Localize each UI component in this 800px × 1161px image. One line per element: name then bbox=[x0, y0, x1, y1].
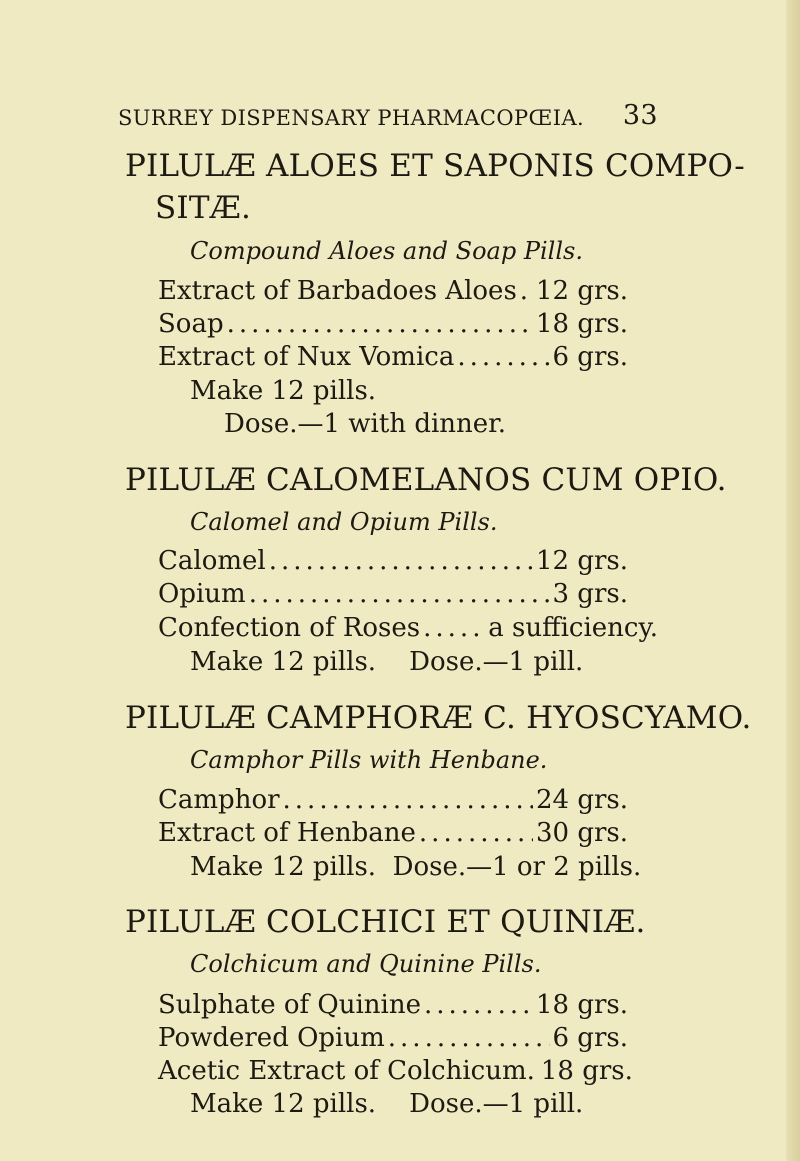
ingredient-row bbox=[158, 1023, 628, 1053]
ingredient-name: Extract of Henbane bbox=[158, 818, 416, 848]
section-heading: PILULÆ CALOMELANOS CUM OPIO. bbox=[125, 462, 727, 498]
ingredient-quantity: 18 grs. bbox=[540, 1056, 633, 1086]
ingredient-row bbox=[158, 546, 628, 576]
ingredient-quantity: 6 grs. bbox=[552, 1023, 628, 1053]
ingredient-row bbox=[158, 309, 628, 339]
ingredient-row bbox=[158, 579, 628, 609]
section-heading-continuation: SITÆ. bbox=[155, 190, 252, 226]
header-title: SURREY DISPENSARY PHARMACOPŒIA. bbox=[118, 106, 585, 130]
dosage-note: Make 12 pills. Dose.—1 pill. bbox=[190, 647, 584, 677]
ingredient-quantity: 18 grs. bbox=[535, 990, 628, 1020]
page-edge bbox=[786, 0, 800, 1161]
dosage-note: Make 12 pills. bbox=[190, 376, 377, 406]
ingredient-name: Camphor bbox=[158, 785, 280, 815]
section-heading: PILULÆ CAMPHORÆ C. HYOSCYAMO. bbox=[125, 700, 752, 736]
ingredient-name: Opium bbox=[158, 579, 246, 609]
ingredient-name: Extract of Barbadoes Aloes bbox=[158, 276, 517, 306]
ingredient-row bbox=[158, 613, 658, 643]
dosage-note: Dose.—1 with dinner. bbox=[224, 409, 507, 439]
ingredient-row bbox=[158, 276, 628, 306]
dosage-note: Make 12 pills. Dose.—1 or 2 pills. bbox=[190, 852, 642, 882]
ingredient-name: Acetic Extract of Colchicum. bbox=[158, 1056, 535, 1086]
section-heading: PILULÆ COLCHICI ET QUINIÆ. bbox=[125, 904, 646, 940]
ingredient-quantity: 24 grs. bbox=[535, 785, 628, 815]
dosage-note: Make 12 pills. Dose.—1 pill. bbox=[190, 1089, 584, 1119]
ingredient-quantity: 30 grs. bbox=[535, 818, 628, 848]
ingredient-quantity: a sufficiency. bbox=[488, 613, 658, 643]
ingredient-name: Powdered Opium bbox=[158, 1023, 385, 1053]
ingredient-row bbox=[158, 785, 628, 815]
ingredient-quantity: 6 grs. bbox=[552, 342, 628, 372]
ingredient-quantity: 12 grs. bbox=[535, 546, 628, 576]
page-number: 33 bbox=[622, 100, 658, 131]
ingredient-name: Soap bbox=[158, 309, 224, 339]
ingredient-quantity: 18 grs. bbox=[535, 309, 628, 339]
section-subtitle: Compound Aloes and Soap Pills. bbox=[190, 237, 583, 265]
ingredient-quantity: 12 grs. bbox=[535, 276, 628, 306]
running-header bbox=[118, 100, 658, 134]
ingredient-row bbox=[158, 1056, 633, 1086]
ingredient-row bbox=[158, 990, 628, 1020]
ingredient-name: Sulphate of Quinine bbox=[158, 990, 421, 1020]
section-subtitle: Camphor Pills with Henbane. bbox=[190, 746, 548, 774]
ingredient-row bbox=[158, 342, 628, 372]
section-subtitle: Calomel and Opium Pills. bbox=[190, 508, 498, 536]
section-subtitle: Colchicum and Quinine Pills. bbox=[190, 950, 542, 978]
ingredient-name: Confection of Roses bbox=[158, 613, 421, 643]
ingredient-name: Extract of Nux Vomica bbox=[158, 342, 455, 372]
ingredient-row bbox=[158, 818, 628, 848]
ingredient-quantity: 3 grs. bbox=[552, 579, 628, 609]
ingredient-name: Calomel bbox=[158, 546, 266, 576]
section-heading: PILULÆ ALOES ET SAPONIS COMPO- bbox=[125, 148, 745, 184]
